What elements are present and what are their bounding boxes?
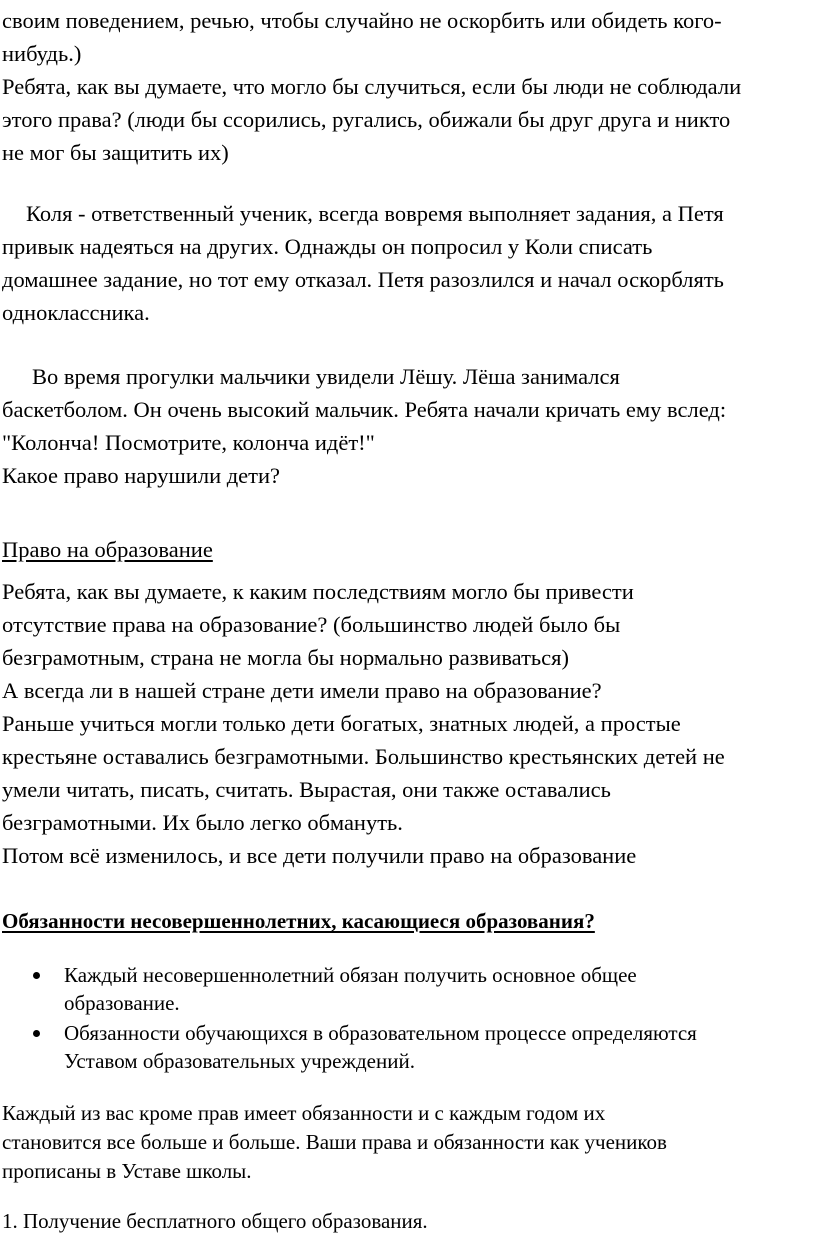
text-line: Коля - ответственный ученик, всегда вовремя выполняет задания, а Петя [26, 201, 724, 226]
text-line: этого права? (люди бы ссорились, ругались, обижали бы друг друга и никто [2, 107, 731, 132]
bullet-icon [33, 1030, 40, 1037]
text-line: умели читать, писать, считать. Вырастая, они также оставались [2, 777, 611, 802]
list-item-line: Обязанности обучающихся в образовательном процессе определяются [64, 1021, 697, 1045]
list-item-line: Каждый несовершеннолетний обязан получить основное общее [64, 963, 637, 987]
list-item-line: образование. [64, 991, 180, 1015]
text-line: домашнее задание, но тот ему отказал. Петя разозлился и начал оскорблять [2, 267, 724, 292]
text-line: Потом всё изменилось, и все дети получили право на образование [2, 843, 637, 868]
text-line: крестьяне оставались безграмотными. Большинство крестьянских детей не [2, 744, 725, 769]
text-line: Какое право нарушили дети? [2, 463, 281, 488]
list-item-line: Уставом образовательных учреждений. [64, 1049, 415, 1073]
text-line: прописаны в Уставе школы. [2, 1159, 252, 1183]
text-line: Каждый из вас кроме прав имеет обязанности и с каждым годом их [2, 1101, 606, 1125]
text-line: Ребята, как вы думаете, к каким последствиям могло бы привести [2, 579, 634, 604]
numbered-item: 1. Получение бесплатного общего образования. [2, 1209, 428, 1233]
text-line: одноклассника. [2, 300, 150, 325]
text-line: отсутствие права на образование? (большинство людей было бы [2, 612, 621, 637]
text-line: Ребята, как вы думаете, что могло бы случиться, если бы люди не соблюдали [2, 74, 742, 99]
duties-heading: Обязанности несовершеннолетних, касающиеся образования? [2, 909, 595, 933]
text-line: привык надеяться на других. Однажды он попросил у Коли списать [2, 234, 653, 259]
text-line: безграмотными. Их было легко обмануть. [2, 810, 403, 835]
text-line: Во время прогулки мальчики увидели Лёшу. Лёша занимался [32, 364, 620, 389]
text-line: нибудь.) [2, 41, 82, 66]
text-line: своим поведением, речью, чтобы случайно не оскорбить или обидеть кого- [2, 8, 722, 33]
section-heading: Право на образование [2, 537, 213, 562]
bullet-icon [33, 972, 40, 979]
text-line: "Колонча! Посмотрите, колонча идёт!" [2, 430, 375, 455]
text-line: становится все больше и больше. Ваши права и обязанности как учеников [2, 1130, 667, 1154]
text-line: не мог бы защитить их) [2, 140, 229, 165]
text-line: баскетболом. Он очень высокий мальчик. Ребята начали кричать ему вслед: [2, 397, 727, 422]
text-line: безграмотным, страна не могла бы нормально развиваться) [2, 645, 569, 670]
text-line: А всегда ли в нашей стране дети имели право на образование? [2, 678, 602, 703]
text-line: Раньше учиться могли только дети богатых, знатных людей, а простые [2, 711, 681, 736]
